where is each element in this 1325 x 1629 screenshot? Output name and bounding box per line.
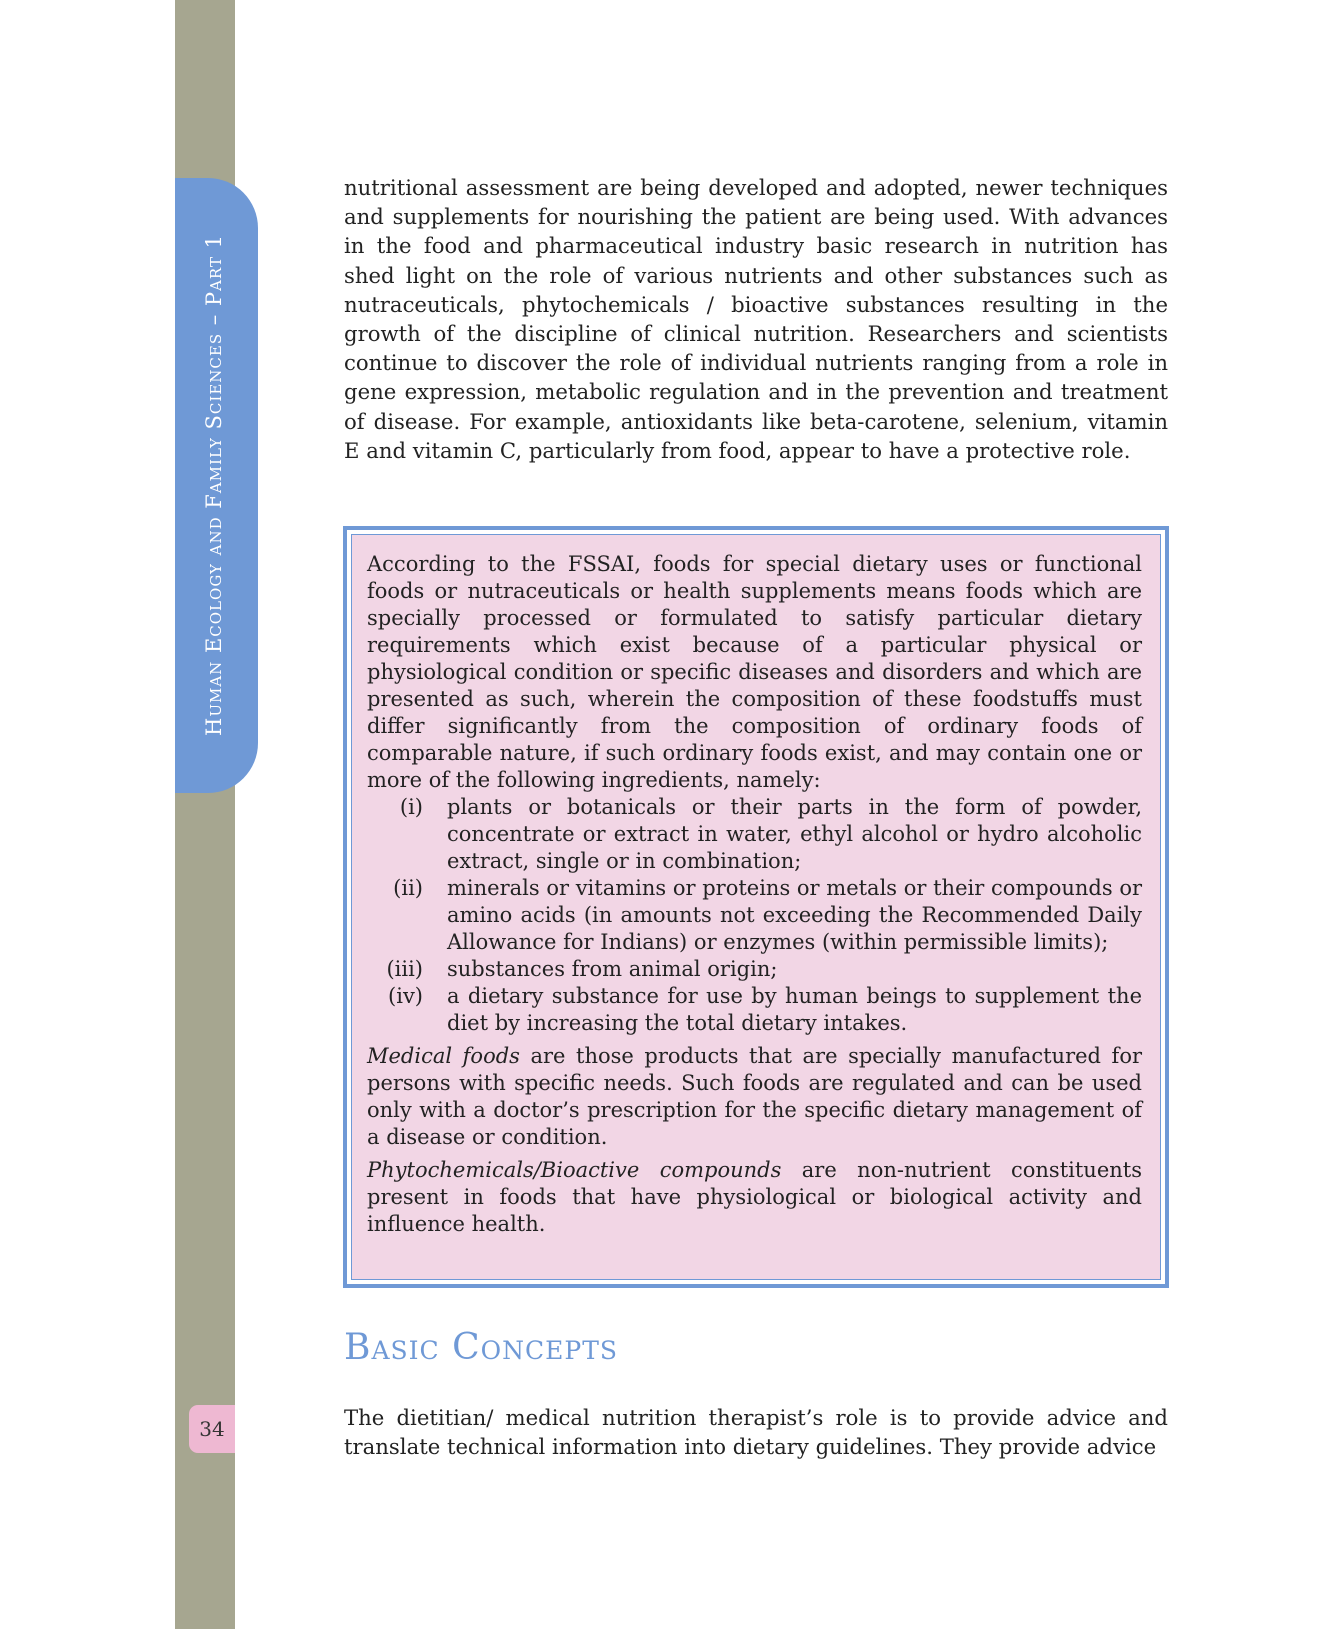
list-item-text: minerals or vitamins or proteins or metals or their compounds or amino acids (in amounts not exceeding the Recommended Daily Allowance for Indians) or enzymes (within permissible limits); (447, 876, 1142, 954)
fssai-definition: According to the FSSAI, foods for special dietary uses or functional foods or nutraceuticals or health supplements means foods which are specially processed or formulated to satisfy particular dietary requirements which exist because of a particular physical or physiological condition or specific diseases and disorders and which are presented as such, wherein the composition of these foodstuffs must differ significantly from the composition of ordinary foods of comparable nature, if such ordinary foods exist, and may contain one or more of the following ingredients, namely: (367, 552, 1142, 792)
list-item (367, 875, 1142, 956)
medical-foods-definition (367, 1043, 1142, 1151)
list-item-text: substances from animal origin; (447, 957, 778, 981)
running-head: Human Ecology and Family Sciences – Part 1 (202, 234, 226, 736)
page-number: 34 (189, 1405, 235, 1453)
bottom-paragraph: The dietitian/ medical nutrition therapist’s role is to provide advice and translate technical information into dietary guidelines. They provide advice (344, 1405, 1168, 1460)
list-item-text: a dietary substance for use by human beings to supplement the diet by increasing the total dietary intakes. (447, 984, 1142, 1035)
definition-box (343, 526, 1169, 1288)
ingredient-list (367, 794, 1142, 1037)
list-item (367, 983, 1142, 1037)
medical-foods-text: are those products that are specially manufactured for persons with specific needs. Such foods are regulated and can be used only with a doctor’s prescription for the specific dietary management of a disease or condition. (367, 1044, 1143, 1149)
phytochemicals-term: Phytochemicals/Bioactive compounds (367, 1158, 782, 1182)
definition-box-inner (351, 534, 1161, 1280)
list-item-number: (iv) (388, 984, 423, 1008)
list-item-number: (iii) (386, 957, 423, 981)
list-item-text: plants or botanicals or their parts in the form of powder, concentrate or extract in water, ethyl alcohol or hydro alcoholic extract, single or in combination; (447, 795, 1142, 873)
list-item (367, 794, 1142, 875)
phytochemicals-text: are non-nutrient constituents present in foods that have physiological or biological activity and influence health. (367, 1158, 1142, 1236)
list-item-number: (i) (399, 795, 423, 819)
list-item (367, 956, 1142, 983)
intro-paragraph: nutritional assessment are being developed and adopted, newer techniques and supplements for nourishing the patient are being used. With advances in the food and pharmaceutical industry basic research in nutrition has shed light on the role of various nutrients and other substances such as nutraceuticals, phytochemicals / bioactive substances resulting in the growth of the discipline of clinical nutrition. Researchers and scientists continue to discover the role of individual nutrients ranging from a role in gene expression, metabolic regulation and in the prevention and treatment of disease. For example, antioxidants like beta-carotene, selenium, vitamin E and vitamin C, particularly from food, appear to have a protective role. (344, 175, 1168, 463)
medical-foods-term: Medical foods (367, 1044, 520, 1068)
phytochemicals-definition (367, 1157, 1142, 1238)
list-item-number: (ii) (393, 876, 423, 900)
section-heading: Basic Concepts (344, 1327, 618, 1368)
